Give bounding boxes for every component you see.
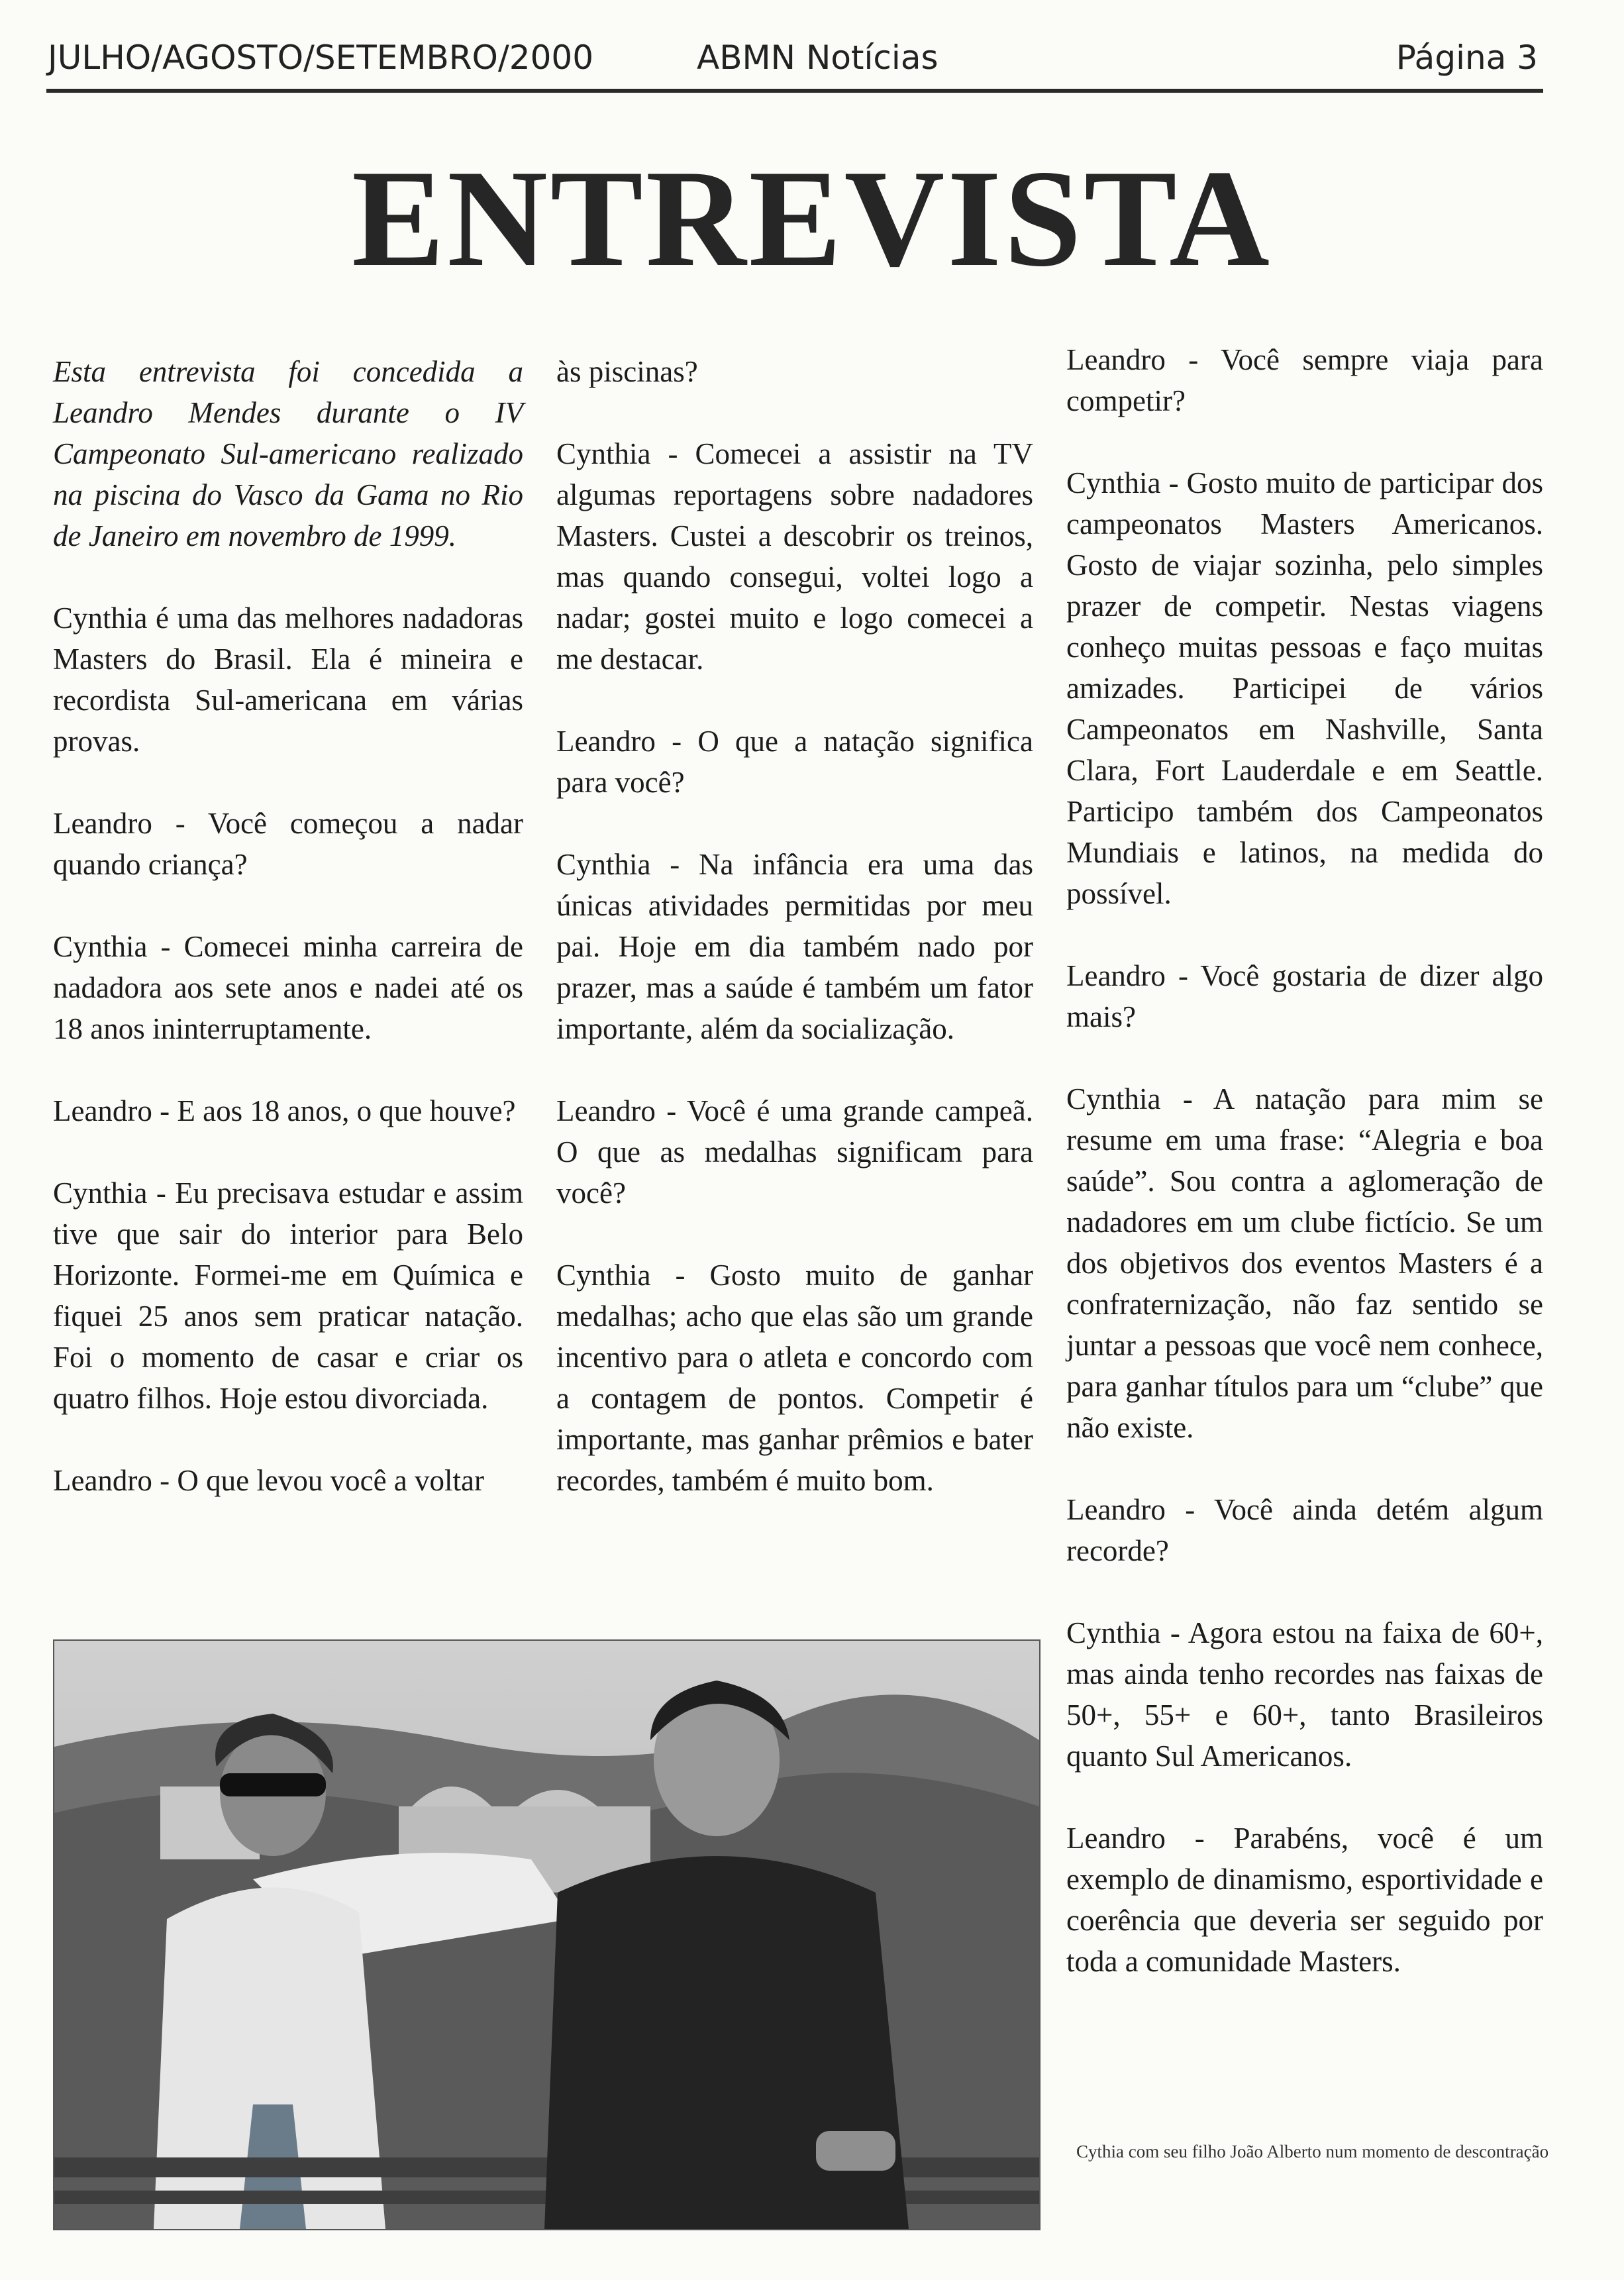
closing-remark: Leandro - Parabéns, você é um exemplo de dinamismo, esportividade e coerência que deveria ser seguido por toda a comunidade Masters. [1066, 1822, 1543, 1978]
header-rule [46, 89, 1543, 93]
question: Leandro - Você gostaria de dizer algo mais? [1066, 959, 1543, 1033]
answer: Cynthia - Comecei a assistir na TV algumas reportagens sobre nadadores Masters. Custei a descobrir os treinos, mas quando consegui, voltei logo a nadar; gostei muito e logo comecei a me destacar. [556, 437, 1033, 676]
question: Leandro - Você é uma grande campeã. O que as medalhas significam para você? [556, 1094, 1033, 1210]
column-2 [556, 351, 1033, 1542]
column-3 [1066, 339, 1543, 2023]
question: Leandro - Você sempre viaja para competir? [1066, 343, 1543, 417]
column-1 [53, 351, 523, 1542]
question: Leandro - Você começou a nadar quando criança? [53, 807, 523, 881]
answer: Cynthia - A natação para mim se resume em uma frase: “Alegria e boa saúde”. Sou contra a aglomeração de nadadores em um clube fictício. Se um dos objetivos dos eventos Masters é a confraternização, não faz sentido se juntar a pessoas que você nem conhece, para ganhar títulos para um “clube” que não existe. [1066, 1082, 1543, 1444]
question: Leandro - O que levou você a voltar [53, 1464, 484, 1497]
page-title: ENTREVISTA [352, 142, 1272, 295]
answer: Cynthia - Eu precisava estudar e assim tive que sair do interior para Belo Horizonte. Formei-me em Química e fiquei 25 anos sem praticar natação. Foi o momento de casar e criar os quatro filhos. Hoje estou divorciada. [53, 1176, 523, 1415]
paragraph: Cynthia é uma das melhores nadadoras Masters do Brasil. Ela é mineira e recordista Sul-americana em várias provas. [53, 601, 523, 758]
page-number: Página 3 [1396, 38, 1538, 77]
question: Leandro - E aos 18 anos, o que houve? [53, 1094, 516, 1127]
photo-illustration [54, 1641, 1039, 2229]
answer: Cynthia - Gosto muito de participar dos campeonatos Masters Americanos. Gosto de viajar sozinha, pelo simples prazer de competir. Nestas viagens conheço muitas pessoas e faço muitas amizades. Participei de vários Campeonatos em Nashville, Santa Clara, Fort Lauderdale e em Seattle. Participo também dos Campeonatos Mundiais e latinos, na medida do possível. [1066, 466, 1543, 910]
answer: Cynthia - Agora estou na faixa de 60+, mas ainda tenho recordes nas faixas de 50+, 55+ e 60+, tanto Brasileiros quanto Sul Americanos. [1066, 1616, 1543, 1773]
answer: Cynthia - Comecei minha carreira de nadadora aos sete anos e nadei até os 18 anos ininterruptamente. [53, 930, 523, 1045]
photo-caption: Cythia com seu filho João Alberto num momento de descontração [1076, 2142, 1549, 2161]
issue-date: JULHO/AGOSTO/SETEMBRO/2000 [48, 38, 593, 77]
interview-photo [53, 1639, 1040, 2230]
question-continued: às piscinas? [556, 355, 698, 388]
answer: Cynthia - Na infância era uma das únicas atividades permitidas por meu pai. Hoje em dia também nado por prazer, mas a saúde é também um fator importante, além da socialização. [556, 848, 1033, 1045]
page-header [48, 38, 1538, 91]
publication-name: ABMN Notícias [697, 38, 939, 77]
question: Leandro - Você ainda detém algum recorde? [1066, 1493, 1543, 1567]
question: Leandro - O que a natação significa para você? [556, 725, 1033, 799]
intro-paragraph: Esta entrevista foi concedida a Leandro Mendes durante o IV Campeonato Sul-americano realizado na piscina do Vasco da Gama no Rio de Janeiro em novembro de 1999. [53, 355, 523, 552]
answer: Cynthia - Gosto muito de ganhar medalhas; acho que elas são um grande incentivo para o atleta e concordo com a contagem de pontos. Competir é importante, mas ganhar prêmios e bater recordes, também é muito bom. [556, 1259, 1033, 1497]
